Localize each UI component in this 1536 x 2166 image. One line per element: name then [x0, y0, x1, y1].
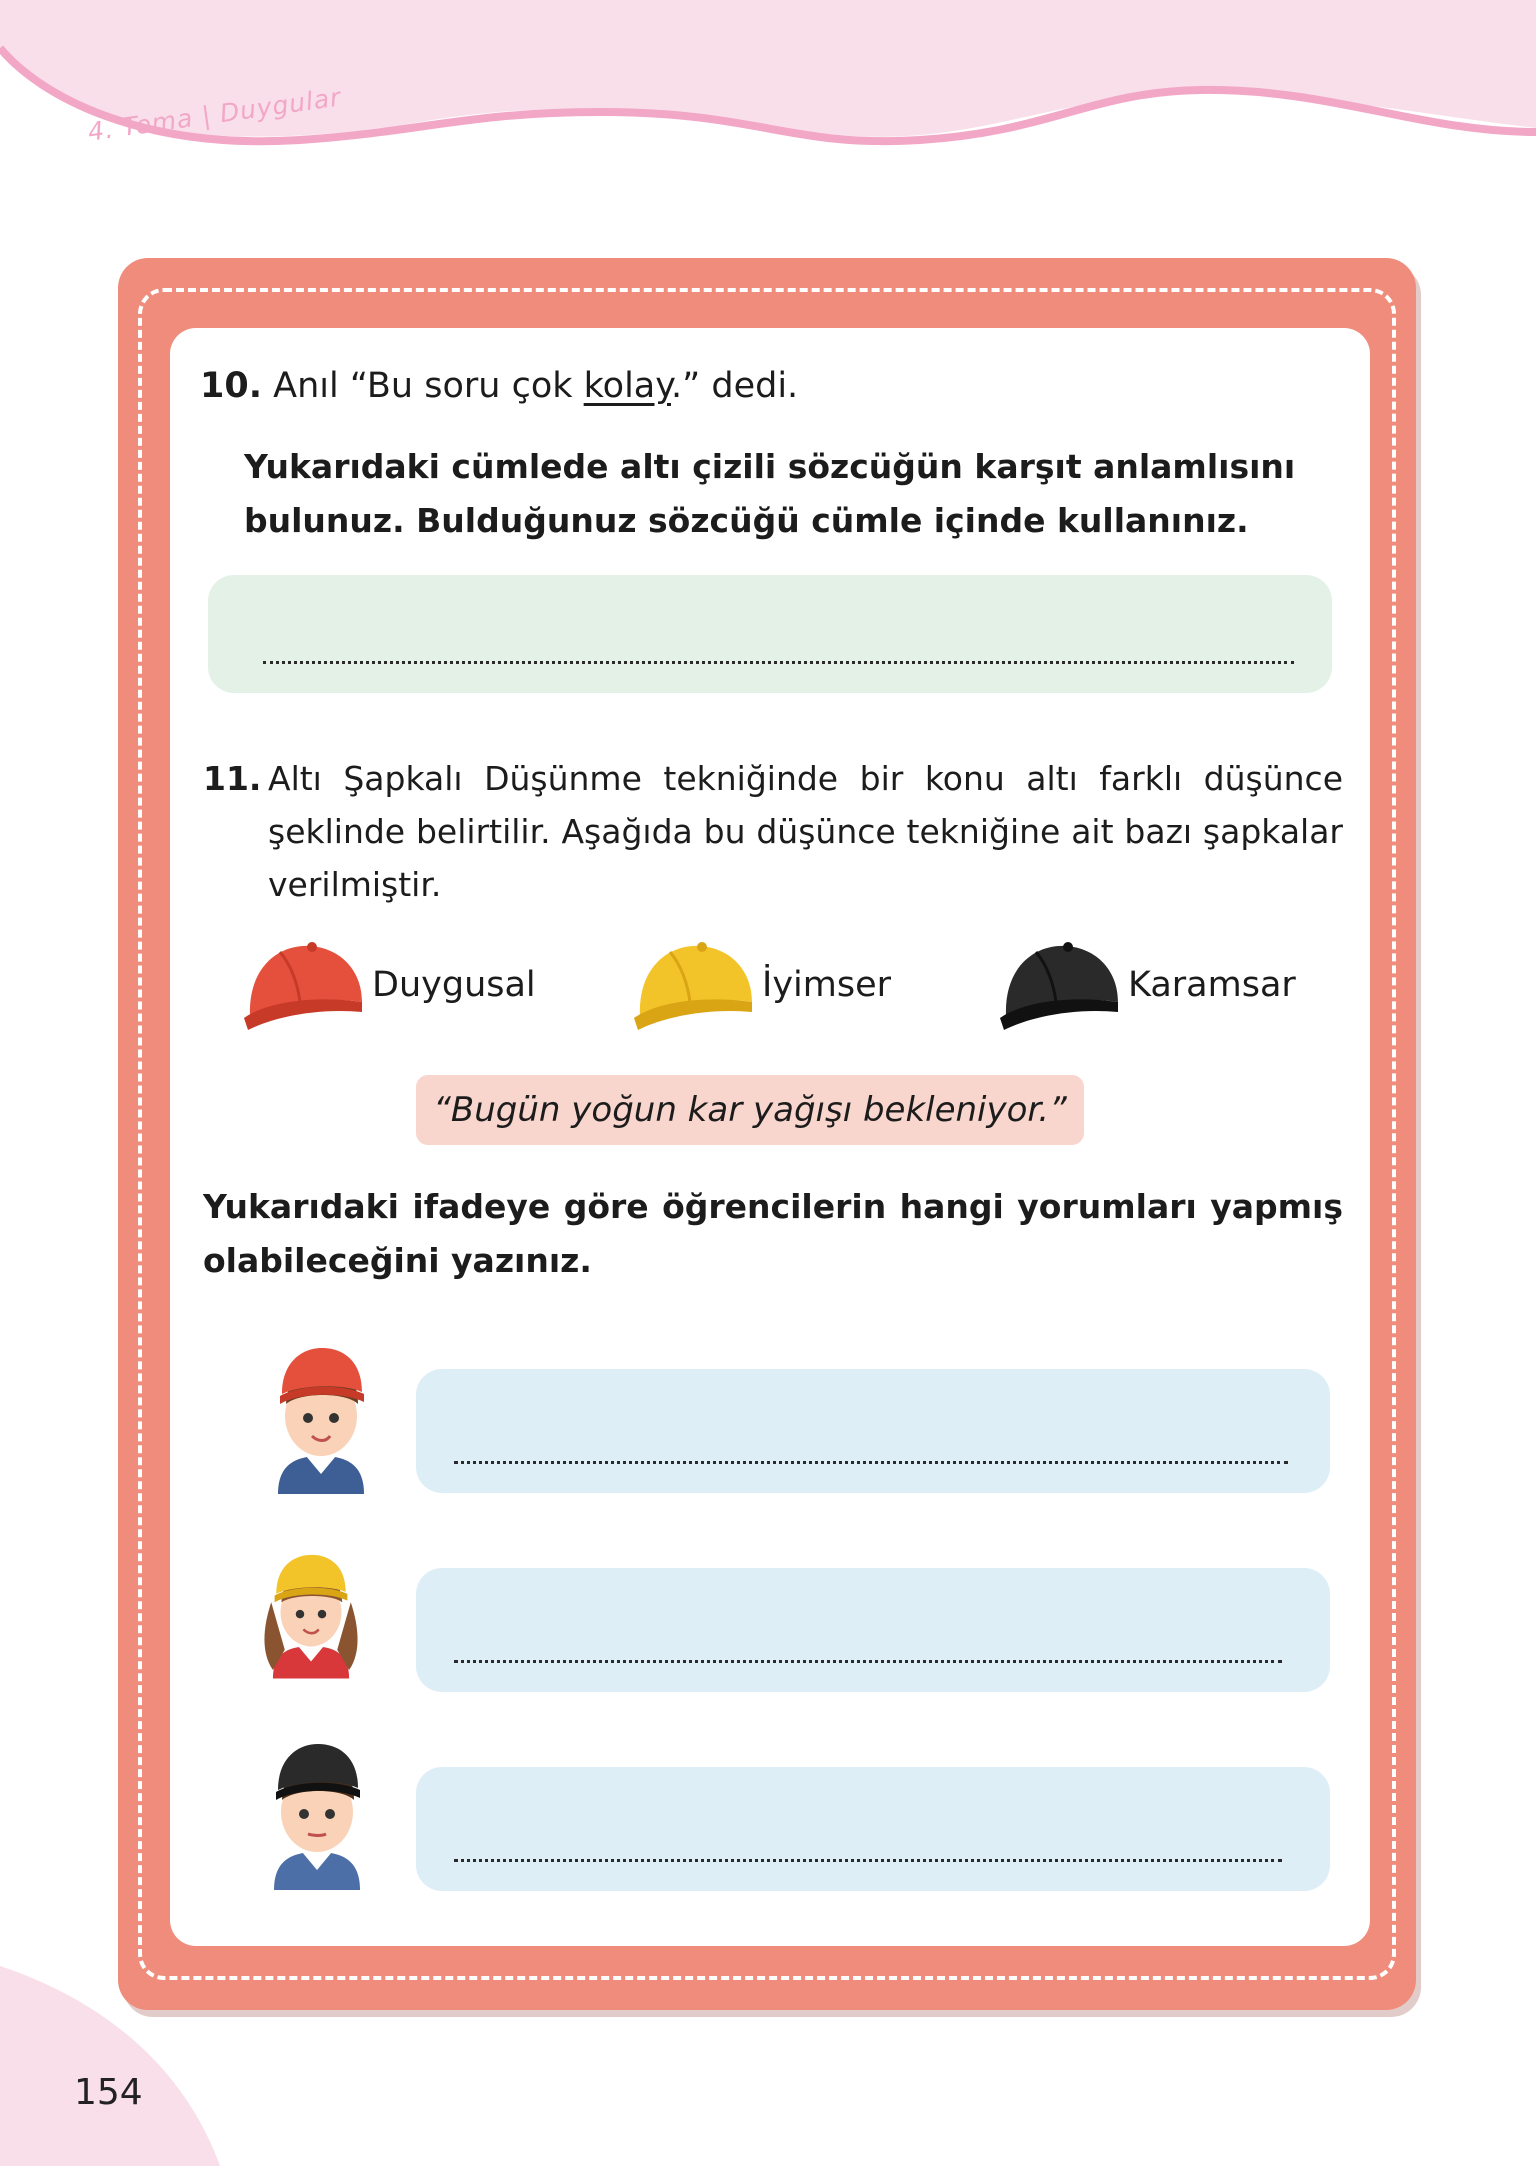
girl-yellow-cap-icon — [256, 1540, 366, 1690]
question-10-suffix: .” dedi. — [670, 366, 799, 406]
question-10-number: 10. — [200, 366, 263, 406]
answer-line — [454, 1461, 1288, 1464]
boy-red-cap-icon — [266, 1344, 376, 1494]
theme-label: 4. Tema | Duygular — [86, 82, 344, 147]
underlined-word: kolay — [583, 366, 671, 406]
question-10-prefix: Anıl “Bu soru çok — [273, 366, 584, 406]
hat-label-red: Duygusal — [372, 965, 536, 1005]
answer-line — [454, 1660, 1282, 1663]
question-11-text: Altı Şapkalı Düşünme tekniğinde bir konu altı farklı düşünce şeklinde belirtilir. Aşağıda bu düşünce tekniğine ait bazı şapkalar verilmiştir. — [268, 759, 1343, 904]
hat-label-black: Karamsar — [1128, 965, 1296, 1005]
quote-box: “Bugün yoğun kar yağışı bekleniyor.” — [416, 1075, 1084, 1145]
yellow-cap-icon — [630, 936, 758, 1034]
question-11-task: Yukarıdaki ifadeye göre öğrencilerin hangi yorumları yapmış olabileceğini yazınız. — [203, 1187, 1343, 1280]
page-number: 154 — [74, 2072, 143, 2113]
question-10-answer-box[interactable] — [208, 575, 1332, 693]
hat-item-yellow — [630, 936, 891, 1034]
red-cap-icon — [240, 936, 368, 1034]
answer-box-red-hat[interactable] — [416, 1369, 1330, 1493]
question-11-number: 11. — [203, 759, 262, 798]
answer-box-yellow-hat[interactable] — [416, 1568, 1330, 1692]
top-wave-decoration — [0, 0, 1536, 170]
answer-box-black-hat[interactable] — [416, 1767, 1330, 1891]
hat-label-yellow: İyimser — [762, 965, 892, 1005]
answer-line — [454, 1859, 1282, 1862]
question-10-task: Yukarıdaki cümlede altı çizili sözcüğün karşıt anlamlısını bulunuz. Bulduğunuz sözcüğü cümle içinde kullanınız. — [244, 447, 1296, 540]
answer-line — [263, 661, 1294, 664]
hat-item-red — [240, 936, 536, 1034]
question-10-sentence — [200, 366, 798, 406]
question-11 — [203, 752, 1343, 911]
boy-black-cap-icon — [262, 1740, 372, 1890]
black-cap-icon — [996, 936, 1124, 1034]
hat-item-black — [996, 936, 1296, 1034]
